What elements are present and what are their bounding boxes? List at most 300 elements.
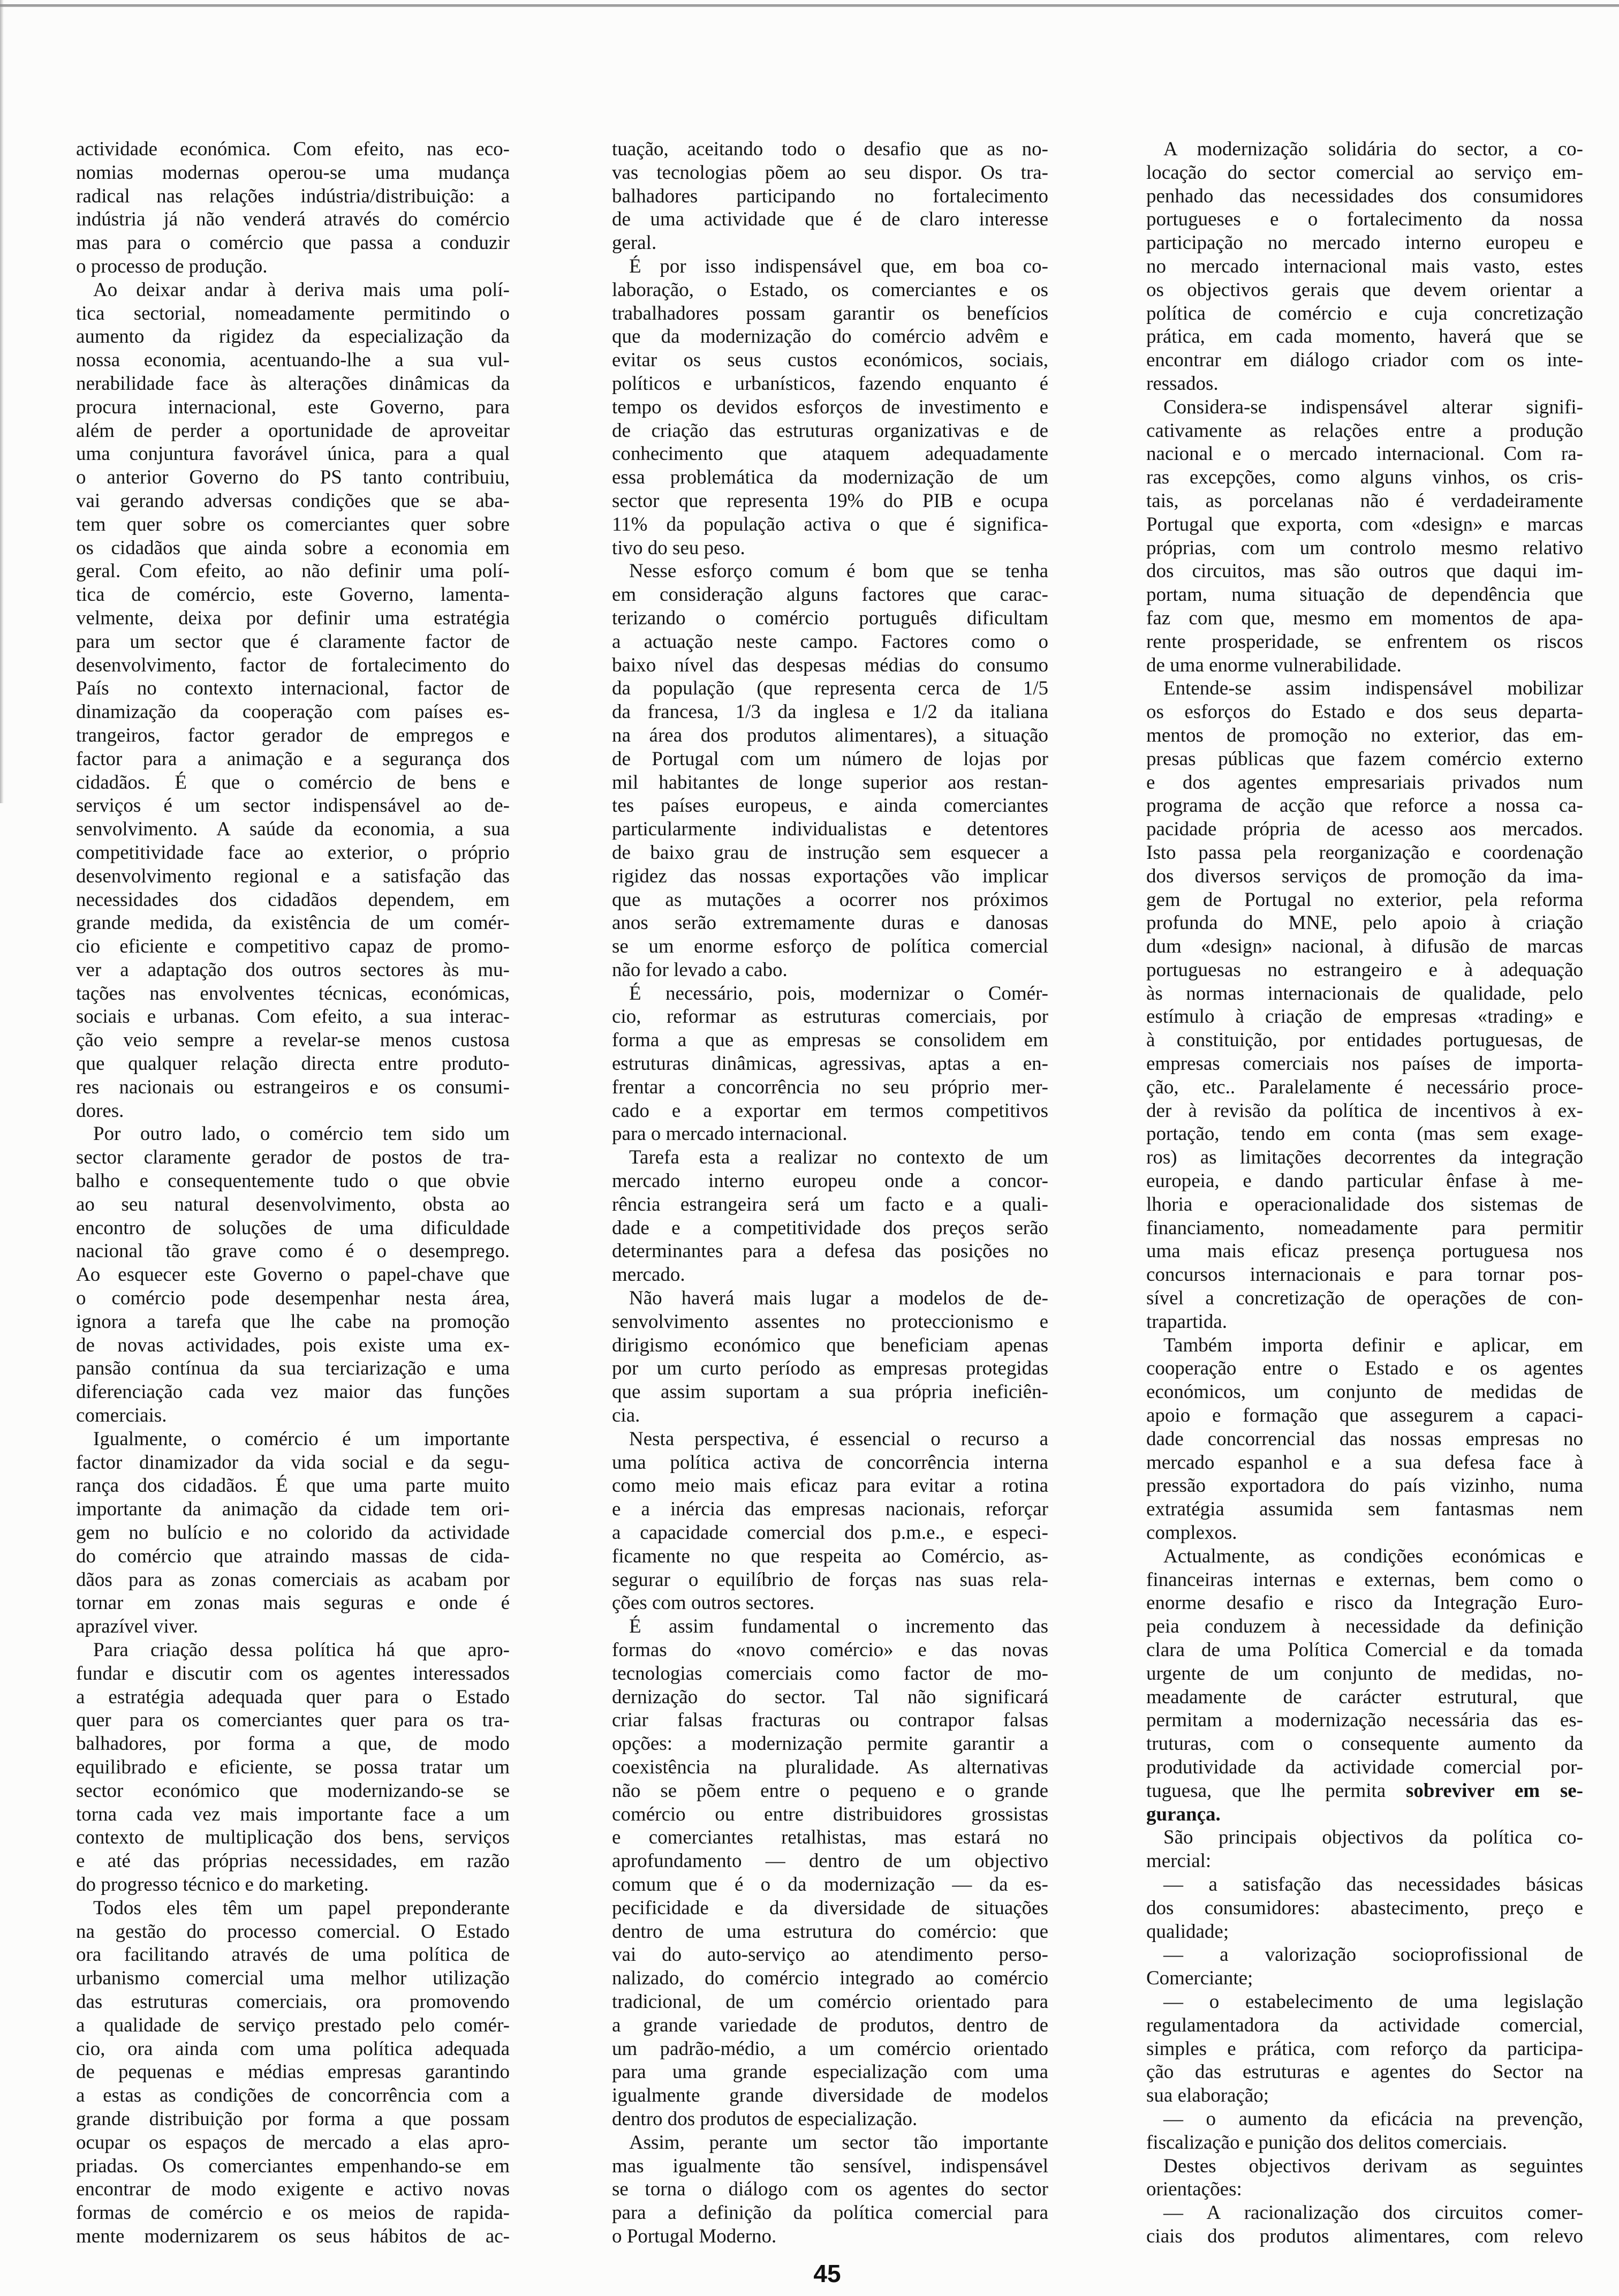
text-line: Destes objectivos derivam as seguintes xyxy=(1163,2155,1583,2177)
text-line: mas igualmente tão sensível, indispensável xyxy=(612,2155,1048,2177)
text-line: tica de comércio, este Governo, lamenta- xyxy=(76,584,510,606)
text-line: peia conduzem à necessidade da definição xyxy=(1146,1615,1583,1638)
page-number: 45 xyxy=(813,2260,841,2287)
text-line: cooperação entre o Estado e os agentes xyxy=(1146,1357,1583,1380)
paragraph xyxy=(1146,1334,1583,1545)
text-line: europeia, e dando particular ênfase à me- xyxy=(1146,1170,1583,1192)
text-line: ros) as limitações decorrentes da integração xyxy=(1146,1146,1583,1169)
text-line: clara de uma Política Comercial e da tomada xyxy=(1146,1639,1583,1661)
text-line: económicos, um conjunto de medidas de xyxy=(1146,1381,1583,1403)
text-line: equilibrado e eficiente, se possa tratar um xyxy=(76,1756,510,1778)
text-line: dos diversos serviços de promoção da ima- xyxy=(1146,865,1583,887)
text-line: nacional e o mercado internacional. Com ra- xyxy=(1146,443,1583,465)
text-line: actividade económica. Com efeito, nas eco- xyxy=(76,138,510,160)
text-line: tes países europeus, e ainda comerciantes xyxy=(612,795,1048,817)
text-line: geral. xyxy=(612,232,657,254)
text-line: grande medida, da existência de um comér- xyxy=(76,912,510,934)
text-line: ocupar os espaços de mercado a elas apro- xyxy=(76,2131,510,2154)
text-line: a grande variedade de produtos, dentro de xyxy=(612,2014,1048,2036)
text-line: senvolvimento assentes no proteccionismo e xyxy=(612,1310,1048,1333)
text-line: os cidadãos que ainda sobre a economia em xyxy=(76,537,510,559)
text-line: de criação das estruturas organizativas e de xyxy=(612,419,1048,442)
text-line: dãos para as zonas comerciais as acabam por xyxy=(76,1568,510,1591)
text-line: tradicional, de um comércio orientado para xyxy=(612,1990,1048,2013)
text-line: do progresso técnico e do marketing. xyxy=(76,1873,369,1895)
text-line: comum que é o da modernização — da es- xyxy=(612,1873,1048,1895)
text-line: e até das próprias necessidades, em razão xyxy=(76,1850,510,1872)
text-line: indústria já não venderá através do comércio xyxy=(76,208,510,231)
text-line: se torna o diálogo com os agentes do sector xyxy=(612,2178,1048,2201)
text-line: prática, em cada momento, haverá que se xyxy=(1146,326,1583,348)
text-line: políticos e urbanísticos, fazendo enquanto é xyxy=(612,372,1048,395)
text-line: complexos. xyxy=(1146,1522,1237,1544)
text-line: dernização do sector. Tal não significará xyxy=(612,1686,1048,1708)
text-line: mercado interno europeu onde a concor- xyxy=(612,1170,1048,1192)
text-line: particularmente individualistas e detentores xyxy=(612,818,1048,841)
text-line: balhadores, por forma a que, de modo xyxy=(76,1733,510,1755)
paragraph xyxy=(1146,1873,1583,1943)
paragraph xyxy=(612,255,1048,560)
text-line: Para criação dessa política há que apro- xyxy=(93,1639,510,1661)
text-line: tornar em zonas mais seguras e onde é xyxy=(76,1592,510,1614)
text-line: uma conjuntura favorável única, para a qual xyxy=(76,443,510,465)
text-line: pecificidade e da diversidade de situações xyxy=(612,1897,1048,1919)
paragraph xyxy=(612,1428,1048,1615)
text-line: anos serão extremamente duras e danosas xyxy=(612,912,1048,934)
text-line: programa de acção que reforce a nossa ca- xyxy=(1146,795,1583,817)
text-line: da população (que representa cerca de 1/5 xyxy=(612,677,1048,700)
text-line: urbanismo comercial uma melhor utilização xyxy=(76,1967,510,1990)
text-line: frentar a concorrência no seu próprio mer- xyxy=(612,1076,1048,1098)
text-line: cio eficiente e competitivo capaz de promo- xyxy=(76,935,510,958)
text-line: além de perder a oportunidade de aproveitar xyxy=(76,419,510,442)
text-line: Assim, perante um sector tão importante xyxy=(629,2131,1048,2154)
text-line: o anterior Governo do PS tanto contribuiu, xyxy=(76,466,510,489)
text-line: o Portugal Moderno. xyxy=(612,2225,777,2247)
text-line: Tarefa esta a realizar no contexto de um xyxy=(629,1146,1048,1169)
text-line: aprazível viver. xyxy=(76,1615,199,1638)
paragraph xyxy=(76,1428,510,1638)
text-line: — o aumento da eficácia na prevenção, xyxy=(1163,2108,1583,2130)
text-line: não for levado a cabo. xyxy=(612,958,788,981)
text-line: simples e prática, com reforço da participa- xyxy=(1146,2037,1583,2060)
text-line: importante da animação da cidade tem ori- xyxy=(76,1498,510,1521)
text-line: a estas as condições de concorrência com a xyxy=(76,2084,510,2107)
text-line: tecnologias comerciais como factor de mo- xyxy=(612,1662,1048,1685)
text-line: Nesta perspectiva, é essencial o recurso a xyxy=(629,1428,1048,1450)
text-line: mil habitantes de longe superior aos restan- xyxy=(612,771,1048,794)
text-line: torna cada vez mais importante face a um xyxy=(76,1803,510,1825)
text-line: tica sectorial, nomeadamente permitindo o xyxy=(76,302,510,324)
text-line: É assim fundamental o incremento das xyxy=(629,1615,1048,1638)
text-line: opções: a modernização permite garantir a xyxy=(612,1733,1048,1755)
text-line: ao seu natural desenvolvimento, obsta ao xyxy=(76,1193,510,1215)
text-line: nerabilidade face às alterações dinâmicas da xyxy=(76,372,510,395)
text-line: sível a concretização de operações de con- xyxy=(1146,1287,1583,1310)
text-line: Ao deixar andar à deriva mais uma polí- xyxy=(93,278,510,301)
text-line: geral. Com efeito, ao não definir uma polí- xyxy=(76,560,510,583)
text-line: permitam a modernização necessária das es- xyxy=(1146,1709,1583,1732)
text-line: baixo nível das despesas médias do consumo xyxy=(612,654,1048,676)
text-line: ressados. xyxy=(1146,372,1219,395)
text-line: priadas. Os comerciantes empenhando-se em xyxy=(76,2155,510,2177)
text-line: a estratégia adequada quer para o Estado xyxy=(76,1686,510,1708)
text-line: um padrão-médio, a um comércio orientado xyxy=(612,2037,1048,2060)
text-line: dirigismo económico que beneficiam apenas xyxy=(612,1334,1048,1356)
text-line: — o estabelecimento de uma legislação xyxy=(1163,1990,1583,2013)
text-line: mas para o comércio que passa a conduzir xyxy=(76,232,510,254)
text-line: nalizado, do comércio integrado ao comércio xyxy=(612,1967,1048,1990)
text-line: encontrar de modo exigente e activo novas xyxy=(76,2178,510,2201)
text-column-1 xyxy=(76,138,510,2248)
text-line: meadamente de carácter estrutural, que xyxy=(1146,1686,1583,1708)
text-line: dentro dos produtos de especialização. xyxy=(612,2108,918,2130)
paragraph xyxy=(612,1146,1048,1287)
text-line: trapartida. xyxy=(1146,1310,1227,1333)
text-line: como meio mais eficaz para evitar a rotina xyxy=(612,1475,1048,1497)
text-line: às normas internacionais de qualidade, pelo xyxy=(1146,982,1583,1004)
text-line: em consideração alguns factores que carac- xyxy=(612,584,1048,606)
text-line: Também importa definir e aplicar, em xyxy=(1163,1334,1583,1356)
text-line: desenvolvimento regional e a satisfação das xyxy=(76,865,510,887)
text-line: financeiras internas e externas, bem como o xyxy=(1146,1568,1583,1591)
text-line: dos circuitos, mas são outros que daqui im- xyxy=(1146,560,1583,583)
text-line: balho e consequentemente tudo o que obvie xyxy=(76,1170,510,1192)
text-line: que assim suportam a sua própria ineficiên- xyxy=(612,1381,1048,1403)
text-line: na gestão do processo comercial. O Estado xyxy=(76,1920,510,1943)
text-line: fundar e discutir com os agentes interessados xyxy=(76,1662,510,1685)
text-line: É necessário, pois, modernizar o Comér- xyxy=(629,982,1048,1004)
text-line: do comércio que atraindo massas de cida- xyxy=(76,1545,510,1567)
text-line: uma mais eficaz presença portuguesa nos xyxy=(1146,1240,1583,1263)
text-line: produtividade da actividade comercial por- xyxy=(1146,1756,1583,1778)
text-line: São principais objectivos da política co- xyxy=(1163,1826,1583,1849)
text-line: — a valorização socioprofissional de xyxy=(1163,1944,1583,1966)
text-line: factor para a animação e a segurança dos xyxy=(76,747,510,770)
text-line: mercial: xyxy=(1146,1850,1212,1872)
text-line: rança dos cidadãos. É que uma parte muito xyxy=(76,1475,510,1497)
text-line: sector que representa 19% do PIB e ocupa xyxy=(612,489,1048,512)
text-line: tuação, aceitando todo o desafio que as no- xyxy=(612,138,1048,160)
text-line: e comerciantes retalhistas, mas estará no xyxy=(612,1826,1048,1849)
text-line: sector claramente gerador de postos de tra- xyxy=(76,1146,510,1169)
text-line: cado e a exportar em termos competitivos xyxy=(612,1099,1048,1122)
text-line: vai do auto-serviço ao atendimento perso- xyxy=(612,1944,1048,1966)
text-line: tações nas envolventes técnicas, económicas, xyxy=(76,982,510,1004)
text-line: Igualmente, o comércio é um importante xyxy=(93,1428,510,1450)
paragraph xyxy=(76,278,510,1123)
text-line: comerciais. xyxy=(76,1404,167,1427)
text-line: balhadores participando no fortalecimento xyxy=(612,185,1048,207)
text-line: da francesa, 1/3 da inglesa e 1/2 da italiana xyxy=(612,701,1048,723)
text-line: de uma actividade que é de claro interesse xyxy=(612,208,1048,231)
text-line: Por outro lado, o comércio tem sido um xyxy=(93,1123,510,1145)
text-line: Considera-se indispensável alterar signifi- xyxy=(1163,396,1583,418)
text-line: ção veio sempre a revelar-se menos custosa xyxy=(76,1029,510,1052)
text-line: ras excepções, como alguns vinhos, os cris- xyxy=(1146,466,1583,489)
text-line: dores. xyxy=(76,1099,124,1122)
text-line: que as mutações a ocorrer nos próximos xyxy=(612,888,1048,911)
text-line: 11% da população activa o que é significa- xyxy=(612,513,1048,535)
text-line: mentos de promoção no exterior, das em- xyxy=(1146,724,1583,746)
text-line: truturas, com o consequente aumento da xyxy=(1146,1733,1583,1755)
text-line: concursos internacionais e para tornar pos- xyxy=(1146,1264,1583,1286)
text-line: comércio ou entre distribuidores grossistas xyxy=(612,1803,1048,1825)
text-line: extratégia assumida sem fantasmas nem xyxy=(1146,1498,1583,1521)
text-line: formas do «novo comércio» e das novas xyxy=(612,1639,1048,1661)
text-line: o processo de produção. xyxy=(76,255,268,277)
text-line: dentro de uma estrutura do comércio: que xyxy=(612,1920,1048,1943)
text-line: portação, tendo em conta (mas sem exage- xyxy=(1146,1123,1583,1145)
text-line: gem no bulício e no colorido da actividade xyxy=(76,1522,510,1544)
text-line: penhado das necessidades dos consumidores xyxy=(1146,185,1583,207)
text-line: — A racionalização dos circuitos comer- xyxy=(1163,2202,1583,2224)
text-line: uma política activa de concorrência interna xyxy=(612,1451,1048,1474)
text-line: Ao esquecer este Governo o papel-chave que xyxy=(76,1264,510,1286)
text-line: Isto passa pela reorganização e coordenação xyxy=(1146,841,1583,864)
text-line: Não haverá mais lugar a modelos de de- xyxy=(629,1287,1048,1310)
text-line: cidadãos. É que o comércio de bens e xyxy=(76,771,510,794)
paragraph xyxy=(1146,1826,1583,1873)
text-line: por um curto período as empresas protegidas xyxy=(612,1357,1048,1380)
text-line: segurar o equilíbrio de forças nas suas rela- xyxy=(612,1568,1048,1591)
text-column-2 xyxy=(612,138,1048,2248)
text-line: os objectivos gerais que devem orientar a xyxy=(1146,278,1583,301)
text-line: estímulo à criação de empresas «trading» e xyxy=(1146,1006,1583,1028)
text-line: orientações: xyxy=(1146,2178,1242,2201)
paragraph xyxy=(1146,677,1583,1333)
text-line: rigidez das nossas exportações vão implicar xyxy=(612,865,1048,887)
text-line: competitividade face ao exterior, o próprio xyxy=(76,841,510,864)
text-line: gem de Portugal no exterior, pela reforma xyxy=(1146,888,1583,911)
text-line: profunda do MNE, pelo apoio à criação xyxy=(1146,912,1583,934)
text-line: encontrar em diálogo criador com os inte- xyxy=(1146,349,1583,372)
text-line: contexto de multiplicação dos bens, serviços xyxy=(76,1826,510,1849)
text-line: financiamento, nomeadamente para permitir xyxy=(1146,1217,1583,1239)
text-line: de novas actividades, pois existe uma ex- xyxy=(76,1334,510,1356)
text-line: na área dos produtos alimentares), a situação xyxy=(612,724,1048,746)
text-line: no mercado internacional mais vasto, estes xyxy=(1146,255,1583,277)
text-line: urgente de um conjunto de medidas, no- xyxy=(1146,1662,1583,1685)
paragraph xyxy=(76,1897,510,2248)
text-line: conhecimento que ataquem adequadamente xyxy=(612,443,1048,465)
paragraph xyxy=(612,138,1048,255)
text-line: que da modernização do comércio advêm e xyxy=(612,326,1048,348)
paragraph xyxy=(76,1122,510,1427)
text-line: mente modernizarem os seus hábitos de ac- xyxy=(76,2225,510,2247)
text-line: pressão exportadora do país vizinho, numa xyxy=(1146,1475,1583,1497)
text-line: radical nas relações indústria/distribuição: a xyxy=(76,185,510,207)
paragraph xyxy=(612,2131,1048,2248)
text-line: qualidade; xyxy=(1146,1920,1229,1943)
text-line: para uma grande especialização com uma xyxy=(612,2061,1048,2083)
text-span: tuguesa, que lhe permita xyxy=(1146,1779,1406,1802)
text-line: portam, numa situação de dependência que xyxy=(1146,584,1583,606)
text-line: Nesse esforço comum é bom que se tenha xyxy=(629,560,1048,583)
text-line: os esforços do Estado e dos seus departa- xyxy=(1146,701,1583,723)
text-line: cia. xyxy=(612,1404,640,1427)
text-line: Portugal que exporta, com «design» e marcas xyxy=(1146,513,1583,535)
text-line: cio, reformar as estruturas comerciais, por xyxy=(612,1006,1048,1028)
text-line: a actuação neste campo. Factores como o xyxy=(612,630,1048,653)
text-line: presas públicas que fazem comércio externo xyxy=(1146,747,1583,770)
text-line: terizando o comércio português dificultam xyxy=(612,607,1048,629)
text-line: res nacionais ou estrangeiros e os consumi- xyxy=(76,1076,510,1098)
text-line: para o mercado internacional. xyxy=(612,1123,848,1145)
text-line: formas de comércio e os meios de rapida- xyxy=(76,2202,510,2224)
paragraph xyxy=(1146,2155,1583,2202)
text-line: empresas comerciais nos países de importa- xyxy=(1146,1053,1583,1075)
text-line: grande distribuição por forma a que possam xyxy=(76,2108,510,2130)
bold-text: gurança. xyxy=(1146,1803,1221,1825)
text-line: ção das estruturas e agentes do Sector na xyxy=(1146,2061,1583,2083)
text-line: cativamente as relações entre a produção xyxy=(1146,419,1583,442)
text-line: determinantes para a defesa das posições no xyxy=(612,1240,1048,1263)
text-line: desenvolvimento, factor de fortalecimento do xyxy=(76,654,510,676)
text-line: encontro de soluções de uma dificuldade xyxy=(76,1217,510,1239)
paragraph xyxy=(1146,1545,1583,1826)
text-line: sector económico que modernizando-se se xyxy=(76,1779,510,1802)
text-line: dinamização da cooperação com países es- xyxy=(76,701,510,723)
text-line: dade concorrencial das nossas empresas no xyxy=(1146,1428,1583,1450)
text-line: igualmente grande diversidade de modelos xyxy=(612,2084,1048,2107)
text-line: aprofundamento — dentro de um objectivo xyxy=(612,1850,1048,1872)
text-line: portugueses e o fortalecimento da nossa xyxy=(1146,208,1583,231)
text-line: próprias, com um controlo mesmo relativo xyxy=(1146,537,1583,559)
text-line: à constituição, por entidades portuguesas, de xyxy=(1146,1029,1583,1052)
text-line: senvolvimento. A saúde da economia, a sua xyxy=(76,818,510,841)
text-line: que qualquer relação directa entre produto- xyxy=(76,1053,510,1075)
text-line xyxy=(1146,1803,1583,1826)
text-line: diferenciação cada vez maior das funções xyxy=(76,1381,510,1403)
text-line: evitar os seus custos económicos, sociais, xyxy=(612,349,1048,372)
text-line: enorme desafio e risco da Integração Euro- xyxy=(1146,1592,1583,1614)
text-line: rência estrangeira será um facto e a quali- xyxy=(612,1193,1048,1215)
text-line: cio, ora ainda com uma política adequada xyxy=(76,2037,510,2060)
text-line: dos consumidores: abastecimento, preço e xyxy=(1146,1897,1583,1919)
text-line: tais, as porcelanas não é verdadeiramente xyxy=(1146,489,1583,512)
text-line: pacidade própria de acesso aos mercados. xyxy=(1146,818,1583,841)
text-line: A modernização solidária do sector, a co- xyxy=(1163,138,1583,160)
paragraph xyxy=(1146,1990,1583,2108)
text-line: laboração, o Estado, os comerciantes e os xyxy=(612,278,1048,301)
scan-top-edge xyxy=(0,4,1619,7)
text-line: participação no mercado interno europeu e xyxy=(1146,232,1583,254)
text-line: portuguesas no estrangeiro e à adequação xyxy=(1146,958,1583,981)
paragraph xyxy=(76,1638,510,1897)
text-line: sua elaboração; xyxy=(1146,2084,1269,2107)
text-line: locação do sector comercial ao serviço em- xyxy=(1146,161,1583,184)
text-line: nomias modernas operou-se uma mudança xyxy=(76,161,510,184)
text-line: para a definição da política comercial para xyxy=(612,2202,1048,2224)
text-line: de uma enorme vulnerabilidade. xyxy=(1146,654,1402,676)
paragraph xyxy=(612,982,1048,1146)
text-line: das estruturas comerciais, ora promovendo xyxy=(76,1990,510,2013)
text-column-3 xyxy=(1146,138,1583,2248)
bold-text: sobreviver em se- xyxy=(1405,1779,1583,1802)
text-line: — a satisfação das necessidades básicas xyxy=(1163,1873,1583,1895)
text-line: quer para os comerciantes quer para os tra- xyxy=(76,1709,510,1732)
paragraph xyxy=(1146,2201,1583,2248)
text-line xyxy=(1146,1779,1583,1803)
text-line: ções com outros sectores. xyxy=(612,1592,815,1614)
text-line: mercado. xyxy=(612,1264,685,1286)
text-line: para um sector que é claramente factor de xyxy=(76,630,510,653)
text-line: trabalhadores possam garantir os benefícios xyxy=(612,302,1048,324)
text-line: velmente, deixa por definir uma estratégia xyxy=(76,607,510,629)
paragraph xyxy=(1146,1943,1583,1990)
text-line: ver a adaptação dos outros sectores às mu- xyxy=(76,958,510,981)
text-line: der à revisão da política de incentivos à ex- xyxy=(1146,1099,1583,1122)
text-line: ciais dos produtos alimentares, com relevo xyxy=(1146,2225,1583,2247)
text-line: ção, etc.. Paralelamente é necessário proce- xyxy=(1146,1076,1583,1098)
paragraph xyxy=(76,138,510,278)
text-line: mercado espanhol e a sua defesa face à xyxy=(1146,1451,1583,1474)
text-line: não se põem entre o pequeno e o grande xyxy=(612,1779,1048,1802)
text-line: sociais e urbanas. Com efeito, a sua interac- xyxy=(76,1006,510,1028)
text-line: ficamente no que respeita ao Comércio, as- xyxy=(612,1545,1048,1567)
text-line: criar falsas fracturas ou contrapor falsas xyxy=(612,1709,1048,1732)
text-line: de pequenas e médias empresas garantindo xyxy=(76,2061,510,2083)
paragraph xyxy=(612,1287,1048,1428)
text-line: Actualmente, as condições económicas e xyxy=(1163,1545,1583,1567)
text-line: Entende-se assim indispensável mobilizar xyxy=(1163,677,1583,700)
text-line: a qualidade de serviço prestado pelo comér- xyxy=(76,2014,510,2036)
text-line: apoio e formação que assegurem a capaci- xyxy=(1146,1404,1583,1427)
text-line: trangeiros, factor gerador de empregos e xyxy=(76,724,510,746)
text-line: dum «design» nacional, à difusão de marcas xyxy=(1146,935,1583,958)
text-line: forma a que as empresas se consolidem em xyxy=(612,1029,1048,1052)
text-line: serviços é um sector indispensável ao de- xyxy=(76,795,510,817)
text-line: se um enorme esforço de política comercial xyxy=(612,935,1048,958)
paragraph xyxy=(612,1615,1048,2131)
paragraph xyxy=(1146,138,1583,396)
text-line: necessidades dos cidadãos dependem, em xyxy=(76,888,510,911)
text-line: vai gerando adversas condições que se aba- xyxy=(76,489,510,512)
text-line: nossa economia, acentuando-lhe a sua vul- xyxy=(76,349,510,372)
text-line: lhoria e operacionalidade dos sistemas de xyxy=(1146,1193,1583,1215)
text-line: dade e a competitividade dos preços serão xyxy=(612,1217,1048,1239)
text-line: essa problemática da modernização de um xyxy=(612,466,1048,489)
text-line: política de comércio e cuja concretização xyxy=(1146,302,1583,324)
text-line: estruturas dinâmicas, agressivas, aptas a en- xyxy=(612,1053,1048,1075)
text-line: factor dinamizador da vida social e da segu- xyxy=(76,1451,510,1474)
text-line: tempo os devidos esforços de investimento e xyxy=(612,396,1048,418)
text-line: faz com que, mesmo em momentos de apa- xyxy=(1146,607,1583,629)
text-line: fiscalização e punição dos delitos comerciais. xyxy=(1146,2131,1507,2154)
text-line: de baixo grau de instrução sem esquecer a xyxy=(612,841,1048,864)
paragraph xyxy=(1146,396,1583,677)
text-line: vas tecnologias põem ao seu dispor. Os tra- xyxy=(612,161,1048,184)
text-line: procura internacional, este Governo, para xyxy=(76,396,510,418)
text-line: Todos eles têm um papel preponderante xyxy=(93,1897,510,1919)
text-line: É por isso indispensável que, em boa co- xyxy=(629,255,1048,277)
text-line: e a inércia das empresas nacionais, reforçar xyxy=(612,1498,1048,1521)
text-line: País no contexto internacional, factor de xyxy=(76,677,510,700)
text-line: tivo do seu peso. xyxy=(612,537,745,559)
text-line: tem quer sobre os comerciantes quer sobre xyxy=(76,513,510,535)
text-line: Comerciante; xyxy=(1146,1967,1253,1990)
text-line: de Portugal com um número de lojas por xyxy=(612,747,1048,770)
text-line: a capacidade comercial dos p.m.e., e especi- xyxy=(612,1522,1048,1544)
text-line: aumento da rigidez da especialização da xyxy=(76,326,510,348)
text-line: e dos agentes empresariais privados num xyxy=(1146,771,1583,794)
scan-left-edge xyxy=(0,0,4,803)
text-line: coexistência na pluralidade. As alternativas xyxy=(612,1756,1048,1778)
text-line: ignora a tarefa que lhe cabe na promoção xyxy=(76,1310,510,1333)
paragraph xyxy=(1146,2108,1583,2155)
text-line: ora facilitando através de uma política de xyxy=(76,1944,510,1966)
